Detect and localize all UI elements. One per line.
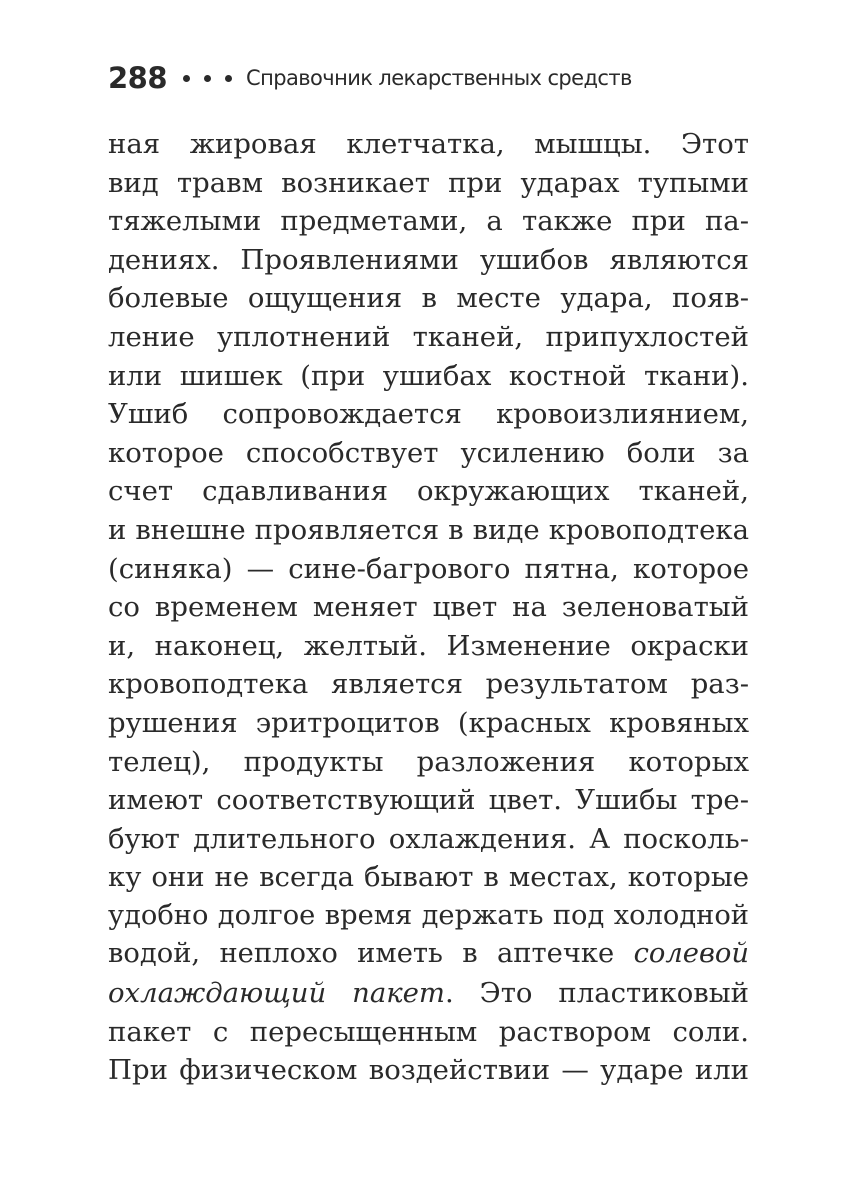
italic-term: солевой bbox=[633, 938, 749, 970]
text-line bbox=[108, 974, 749, 1013]
text-line: или шишек (при ушибах костной ткани). bbox=[108, 359, 749, 392]
text-line bbox=[108, 935, 749, 974]
text-line: со временем меняет цвет на зеленоватый bbox=[108, 591, 749, 624]
page-header bbox=[108, 58, 632, 98]
text-line: рушения эритроцитов (красных кровяных bbox=[108, 706, 749, 739]
text-line: Ушиб сопровождается кровоизлиянием, bbox=[108, 398, 749, 431]
text-line: кровоподтека является результатом раз- bbox=[108, 668, 749, 701]
text-run: водой, неплохо иметь в аптечке bbox=[108, 938, 615, 970]
text-line: (синяка) — сине-багрового пятна, которое bbox=[108, 552, 749, 585]
text-line: удобно долгое время держать под холодной bbox=[108, 899, 749, 931]
dot-icon bbox=[183, 75, 190, 82]
text-line: тяжелыми предметами, а также при па- bbox=[108, 205, 749, 238]
text-line: дениях. Проявлениями ушибов являются bbox=[108, 243, 749, 276]
text-line: и внешне проявляется в виде кровоподтека bbox=[108, 513, 749, 546]
running-title: Справочник лекарственных средств bbox=[246, 66, 632, 90]
text-run: . Это пластиковый bbox=[445, 977, 749, 1010]
text-line: и, наконец, желтый. Изменение окраски bbox=[108, 629, 749, 662]
text-line: ление уплотнений тканей, припухлостей bbox=[108, 320, 749, 353]
text-line: буют длительного охлаждения. А посколь- bbox=[108, 822, 749, 855]
text-line: При физическом воздействии — ударе или bbox=[108, 1054, 749, 1087]
text-line: счет сдавливания окружающих тканей, bbox=[108, 475, 749, 508]
italic-term: охлаждающий пакет bbox=[108, 977, 446, 1010]
text-line: которое способствует усилению боли за bbox=[108, 436, 749, 469]
header-dots-separator bbox=[183, 75, 232, 82]
page-number: 288 bbox=[108, 61, 168, 95]
text-line: ку они не всегда бывают в местах, которые bbox=[108, 861, 749, 894]
dot-icon bbox=[225, 75, 232, 82]
body-text bbox=[108, 125, 749, 1090]
text-line: вид травм возникает при ударах тупыми bbox=[108, 166, 749, 199]
text-line: ная жировая клетчатка, мышцы. Этот bbox=[108, 128, 749, 160]
text-line: имеют соответствующий цвет. Ушибы тре- bbox=[108, 784, 749, 817]
text-line: телец), продукты разложения которых bbox=[108, 745, 749, 778]
text-line: пакет с пересыщенным раствором соли. bbox=[108, 1015, 749, 1048]
dot-icon bbox=[204, 75, 211, 82]
text-line: болевые ощущения в месте удара, появ- bbox=[108, 282, 749, 315]
